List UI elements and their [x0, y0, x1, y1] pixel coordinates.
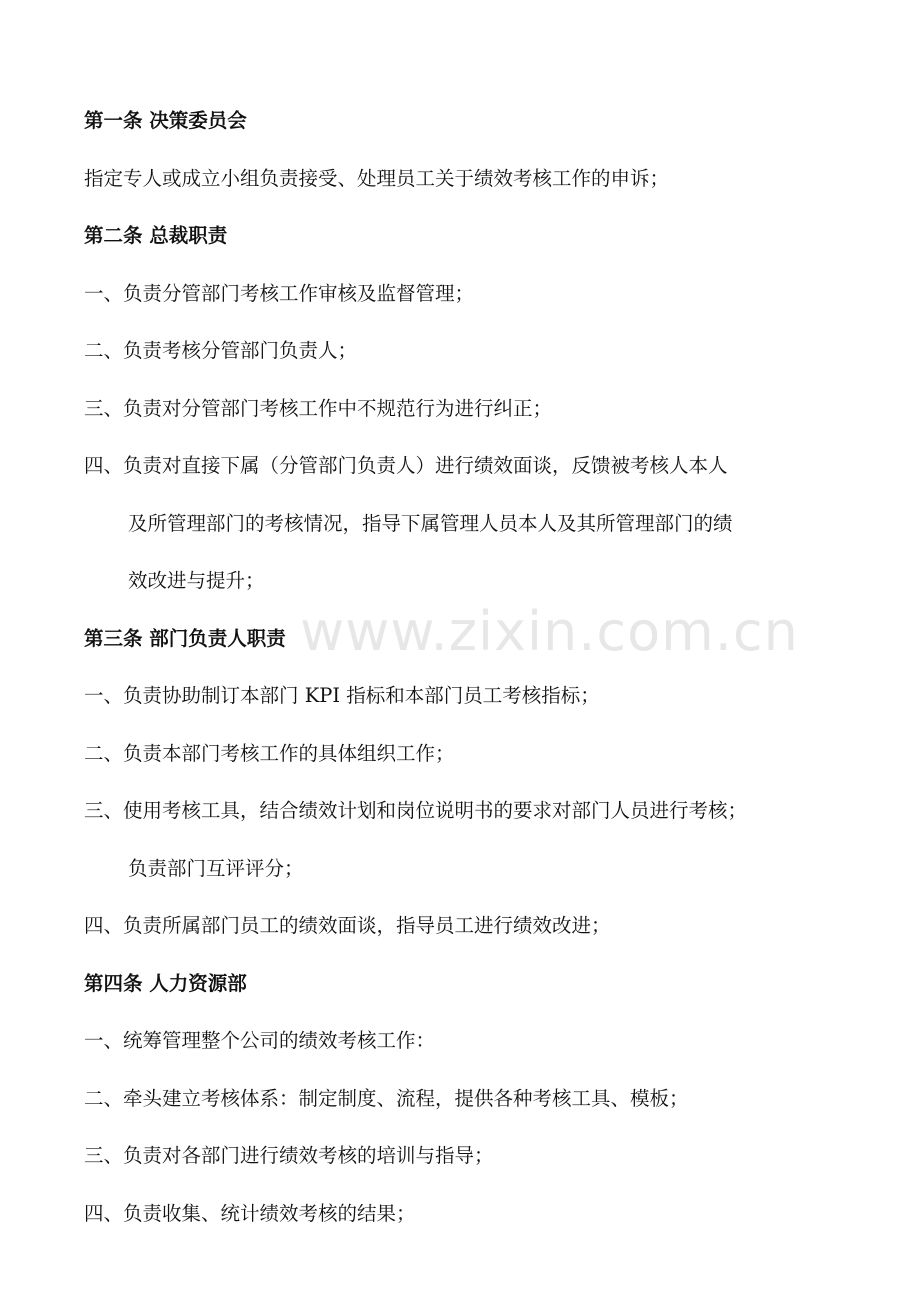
section-3-item-2: 二、负责本部门考核工作的具体组织工作； — [84, 741, 455, 765]
section-4-item-1: 一、统筹管理整个公司的绩效考核工作： — [84, 1029, 436, 1052]
section-2-item-4-line-1: 四、负责对直接下属（分管部门负责人）进行绩效面谈，反馈被考核人本人 — [84, 454, 728, 477]
section-heading-1: 第一条 决策委员会 — [84, 109, 247, 132]
section-4-item-3: 三、负责对各部门进行绩效考核的培训与指导； — [84, 1144, 494, 1167]
section-4-item-2: 二、牵头建立考核体系：制定制度、流程，提供各种考核工具、模板； — [84, 1086, 689, 1110]
section-3-item-4: 四、负责所属部门员工的绩效面谈，指导员工进行绩效改进； — [84, 914, 611, 937]
section-2-item-2: 二、负责考核分管部门负责人； — [84, 339, 358, 362]
section-heading-3: 第三条 部门负责人职责 — [84, 626, 286, 650]
watermark: www.zixin.com.cn — [300, 600, 799, 663]
section-2-item-3: 三、负责对分管部门考核工作中不规范行为进行纠正； — [84, 396, 553, 420]
section-2-item-1: 一、负责分管部门考核工作审核及监督管理； — [84, 281, 475, 305]
section-heading-2: 第二条 总裁职责 — [84, 224, 228, 247]
section-2-item-4-line-3: 效改进与提升； — [128, 569, 265, 592]
section-heading-4: 第四条 人力资源部 — [84, 971, 247, 995]
section-3-item-1: 一、负责协助制订本部门 KPI 指标和本部门员工考核指标； — [84, 684, 600, 707]
section-3-item-3-line-1: 三、使用考核工具，结合绩效计划和岗位说明书的要求对部门人员进行考核； — [84, 799, 748, 822]
section-4-item-4: 四、负责收集、统计绩效考核的结果； — [84, 1201, 416, 1225]
section-1-text: 指定专人或成立小组负责接受、处理员工关于绩效考核工作的申诉； — [84, 166, 670, 190]
section-2-item-4-line-2: 及所管理部门的考核情况，指导下属管理人员本人及其所管理部门的绩 — [128, 511, 733, 535]
section-3-item-3-line-2: 负责部门互评评分； — [128, 856, 304, 880]
